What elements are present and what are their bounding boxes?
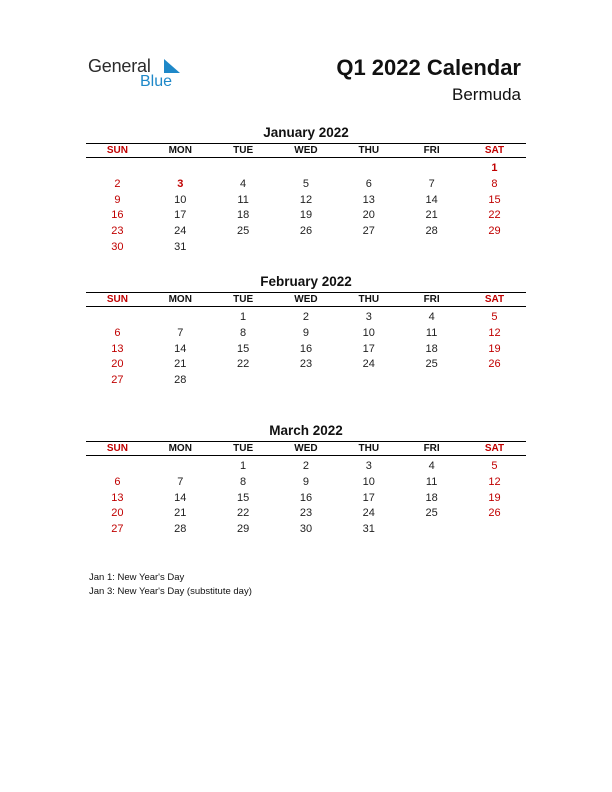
day-cell: 18 [425,491,438,504]
day-cell: 2 [302,460,310,472]
weeks-grid [86,459,526,538]
weekday-label-tue: TUE [233,443,254,454]
weekday-label-fri: FRI [423,294,440,305]
empty-day-cell [86,310,149,326]
day-cell: 29 [236,523,250,536]
day-cell: 19 [488,342,501,355]
empty-day-cell [337,161,400,177]
day-cell: 29 [488,225,501,238]
day-cell: 28 [174,523,187,536]
weekday-label-tue: TUE [233,294,254,305]
day-cell: 27 [111,523,124,536]
day-cell: 10 [174,193,187,206]
day-cell: 16 [299,342,313,355]
weekday-label-fri: FRI [423,145,440,156]
day-cell: 12 [299,193,313,206]
day-cell: 21 [425,209,438,222]
day-cell: 7 [177,475,184,488]
day-cell: 24 [362,507,375,520]
day-cell: 27 [111,374,124,387]
day-cell: 4 [428,311,435,323]
week-row [86,310,526,326]
weekday-label-sun: SUN [106,145,128,156]
holiday-note: Jan 1: New Year's Day [89,572,185,583]
logo-word-blue: Blue [140,73,173,90]
day-cell: 24 [174,225,187,238]
empty-day-cell [275,373,338,389]
day-cell: 13 [362,193,375,206]
day-cell: 5 [302,177,310,190]
month-february [86,273,526,389]
day-cell: 17 [362,491,375,504]
day-cell: 22 [236,358,250,371]
day-cell: 25 [236,225,250,238]
day-cell: 20 [111,507,124,520]
week-row [86,208,526,224]
weeks-grid [86,310,526,389]
weekday-label-thu: THU [358,145,380,156]
day-cell: 11 [425,475,438,488]
logo-triangle-icon [164,59,180,73]
day-cell: 9 [302,475,310,488]
empty-day-cell [400,161,463,177]
week-row [86,475,526,491]
day-cell: 15 [236,342,250,355]
day-cell: 1 [240,460,247,472]
day-cell: 3 [365,460,372,472]
week-row [86,161,526,177]
day-cell: 17 [174,209,187,222]
week-row [86,342,526,358]
logo-word-general: General [88,56,151,76]
month-title: February 2022 [260,274,352,289]
page-subtitle: Bermuda [452,85,521,104]
empty-day-cell [212,373,275,389]
week-row [86,240,526,256]
week-row [86,373,526,389]
holiday-note: Jan 3: New Year's Day (substitute day) [89,586,252,597]
weekday-label-sat: SAT [484,443,505,454]
holiday-notes [89,571,252,599]
day-cell: 3 [365,311,372,323]
day-cell: 11 [425,326,438,339]
day-cell: 9 [302,326,310,339]
day-cell: 22 [488,209,501,222]
day-cell: 6 [114,326,121,339]
weekday-label-wed: WED [294,443,318,454]
day-cell: 13 [111,491,124,504]
day-cell: 31 [174,240,187,253]
empty-day-cell [463,373,526,389]
day-cell: 8 [240,326,247,339]
empty-day-cell [275,240,338,256]
day-cell: 6 [114,475,121,488]
day-cell: 14 [174,342,187,355]
week-row [86,506,526,522]
weekday-label-sun: SUN [106,443,128,454]
month-january [86,124,526,256]
day-cell: 11 [237,193,249,206]
empty-day-cell [149,459,212,475]
empty-day-cell [463,240,526,256]
day-cell: 9 [114,193,121,206]
day-cell: 5 [491,311,498,323]
weekday-header-row [86,441,526,456]
weekday-label-sat: SAT [484,145,505,156]
day-cell: 20 [111,358,124,371]
weekday-header-row [86,292,526,307]
week-row [86,193,526,209]
month-title: March 2022 [269,423,343,438]
day-cell: 30 [111,240,124,253]
empty-day-cell [463,522,526,538]
day-cell: 18 [236,209,250,222]
day-cell: 13 [111,342,124,355]
weekday-label-sun: SUN [106,294,128,305]
empty-day-cell [212,161,275,177]
day-cell: 14 [174,491,187,504]
day-cell: 20 [362,209,375,222]
weekday-label-mon: MON [168,443,192,454]
day-cell: 1 [491,162,498,174]
day-cell: 15 [236,491,250,504]
day-cell: 26 [488,358,501,371]
weekday-label-wed: WED [294,294,318,305]
day-cell: 3 [177,177,184,190]
day-cell: 12 [488,326,501,339]
day-cell: 8 [491,177,498,190]
day-cell: 26 [488,507,501,520]
month-march [86,422,526,538]
weekday-header-row [86,143,526,158]
empty-day-cell [400,240,463,256]
weekday-label-mon: MON [168,145,192,156]
day-cell: 4 [428,460,435,472]
empty-day-cell [275,161,338,177]
day-cell: 24 [362,358,375,371]
page-title: Q1 2022 Calendar [336,55,521,80]
day-cell: 5 [491,460,498,472]
week-row [86,491,526,507]
empty-day-cell [337,373,400,389]
day-cell: 16 [299,491,313,504]
day-cell: 8 [240,475,247,488]
day-cell: 15 [488,193,501,206]
day-cell: 18 [425,342,438,355]
empty-day-cell [149,310,212,326]
day-cell: 7 [177,326,184,339]
week-row [86,459,526,475]
empty-day-cell [400,373,463,389]
weeks-grid [86,161,526,256]
day-cell: 26 [299,225,313,238]
weekday-label-sat: SAT [484,294,505,305]
empty-day-cell [400,522,463,538]
day-cell: 14 [425,193,438,206]
week-row [86,522,526,538]
weekday-label-thu: THU [358,443,380,454]
weekday-label-tue: TUE [233,145,254,156]
day-cell: 23 [299,507,313,520]
empty-day-cell [86,161,149,177]
brand-logo [88,56,188,96]
day-cell: 27 [362,225,375,238]
week-row [86,224,526,240]
day-cell: 1 [240,311,247,323]
empty-day-cell [212,240,275,256]
empty-day-cell [337,240,400,256]
day-cell: 6 [365,177,372,190]
empty-day-cell [149,161,212,177]
empty-day-cell [86,459,149,475]
weekday-label-wed: WED [294,145,318,156]
day-cell: 25 [425,358,438,371]
day-cell: 23 [111,225,124,238]
day-cell: 21 [174,358,187,371]
week-row [86,326,526,342]
day-cell: 23 [299,358,313,371]
day-cell: 22 [236,507,250,520]
day-cell: 25 [425,507,438,520]
day-cell: 10 [362,475,375,488]
weekday-label-fri: FRI [423,443,440,454]
weekday-label-mon: MON [168,294,192,305]
week-row [86,177,526,193]
day-cell: 4 [240,177,247,190]
day-cell: 19 [299,209,313,222]
week-row [86,357,526,373]
day-cell: 21 [174,507,187,520]
day-cell: 19 [488,491,501,504]
day-cell: 28 [174,374,187,387]
month-title: January 2022 [263,125,349,140]
day-cell: 2 [302,311,310,323]
day-cell: 28 [425,225,438,238]
day-cell: 10 [362,326,375,339]
day-cell: 31 [362,523,375,536]
day-cell: 16 [111,209,124,222]
day-cell: 30 [299,523,313,536]
day-cell: 7 [428,177,435,190]
day-cell: 17 [362,342,375,355]
weekday-label-thu: THU [358,294,380,305]
day-cell: 12 [488,475,501,488]
day-cell: 2 [114,177,121,190]
